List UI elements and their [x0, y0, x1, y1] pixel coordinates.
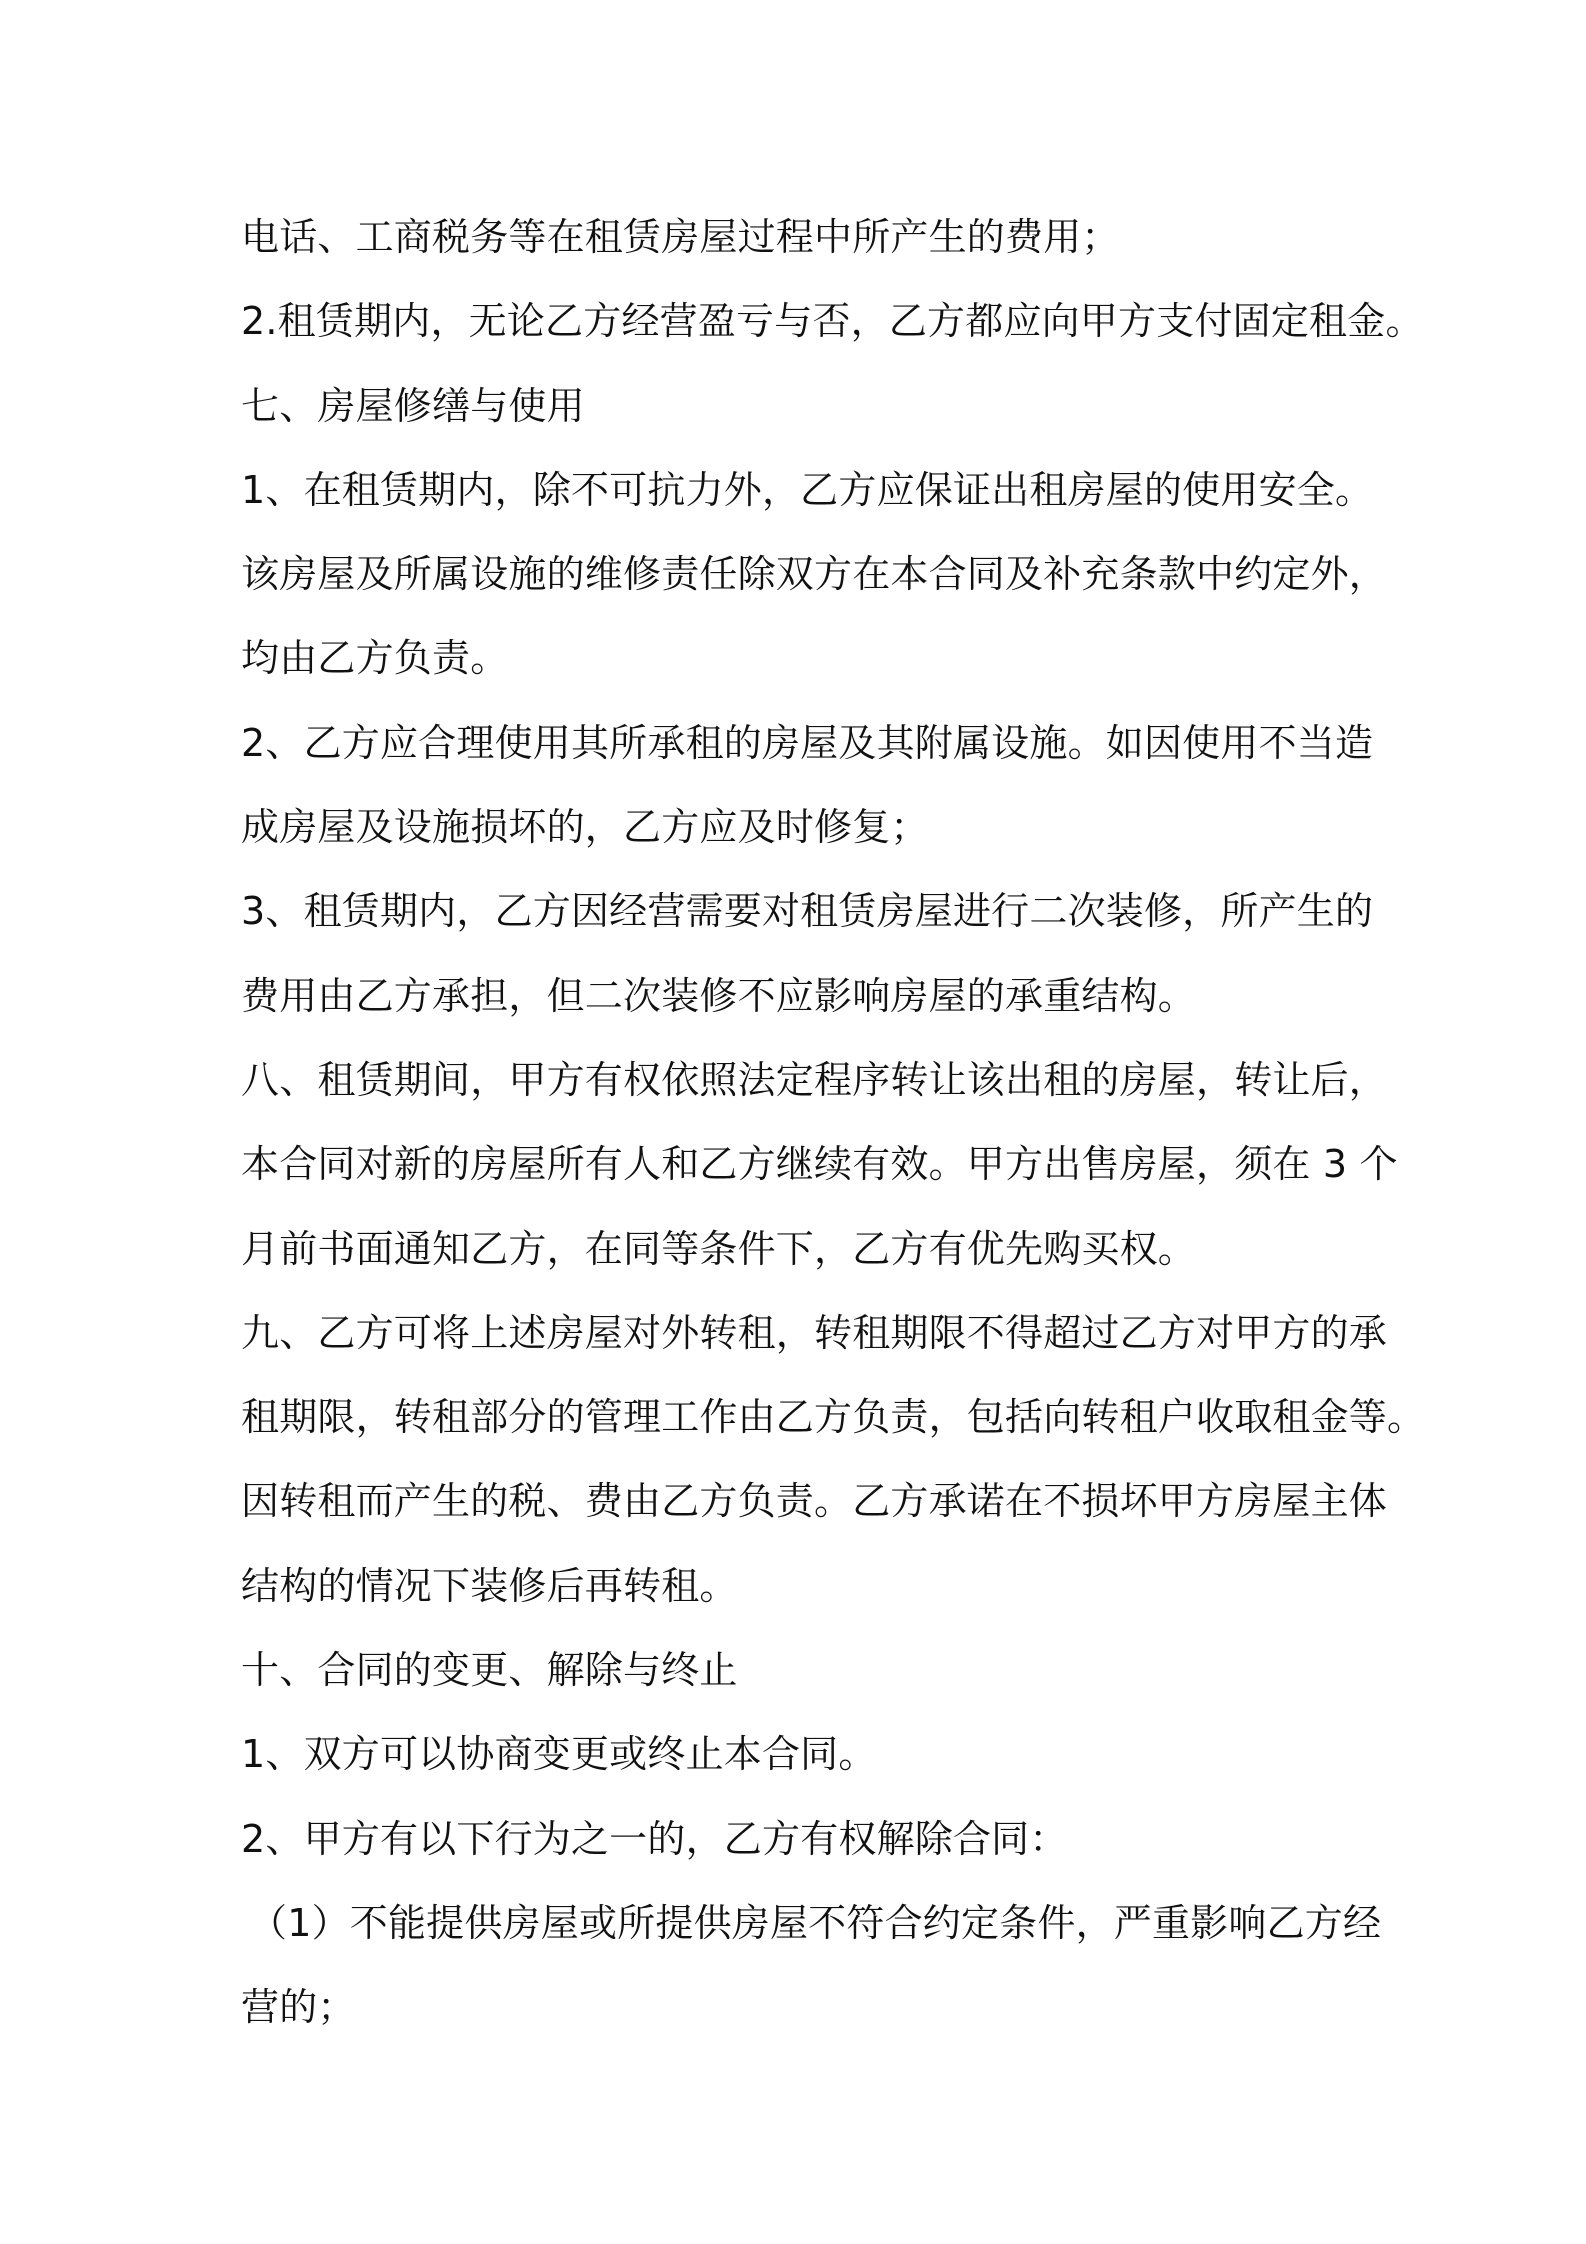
text-line: （1）不能提供房屋或所提供房屋不符合约定条件，严重影响乙方经 — [249, 1900, 1382, 1945]
text-line: 2、甲方有以下行为之一的，乙方有权解除合同： — [241, 1816, 1068, 1861]
section-heading: 十、合同的变更、解除与终止 — [241, 1648, 738, 1693]
text-line: 2、乙方应合理使用其所承租的房屋及其附属设施。如因使用不当造 — [241, 720, 1374, 765]
text-line: 结构的情况下装修后再转租。 — [241, 1563, 738, 1608]
text-line: 1、双方可以协商变更或终止本合同。 — [241, 1732, 877, 1777]
text-line: 租期限，转租部分的管理工作由乙方负责，包括向转租户收取租金等。 — [241, 1395, 1426, 1440]
section-heading: 九、乙方可将上述房屋对外转租，转租期限不得超过乙方对甲方的承 — [241, 1310, 1388, 1355]
text-line: 月前书面通知乙方，在同等条件下，乙方有优先购买权。 — [241, 1226, 1197, 1271]
text-line: 3、租赁期内，乙方因经营需要对租赁房屋进行二次装修，所产生的 — [241, 889, 1374, 934]
contract-text — [241, 195, 1426, 2050]
text-line: 均由乙方负责。 — [241, 636, 509, 681]
text-line: 电话、工商税务等在租赁房屋过程中所产生的费用； — [241, 215, 1120, 259]
section-heading: 七、房屋修缮与使用 — [241, 383, 585, 428]
text-line: 本合同对新的房屋所有人和乙方继续有效。甲方出售房屋，须在 3 个 — [241, 1142, 1398, 1187]
section-heading: 八、租赁期间，甲方有权依照法定程序转让该出租的房屋，转让后， — [241, 1057, 1388, 1102]
text-line: 营的； — [241, 1985, 356, 2030]
text-line: 费用由乙方承担，但二次装修不应影响房屋的承重结构。 — [241, 973, 1197, 1018]
text-line: 成房屋及设施损坏的，乙方应及时修复； — [241, 805, 929, 850]
text-line: 2.租赁期内，无论乙方经营盈亏与否，乙方都应向甲方支付固定租金。 — [241, 299, 1424, 344]
text-line: 因转租而产生的税、费由乙方负责。乙方承诺在不损坏甲方房屋主体 — [241, 1479, 1388, 1524]
text-line: 1、在租赁期内，除不可抗力外，乙方应保证出租房屋的使用安全。 — [241, 467, 1374, 512]
text-line: 该房屋及所属设施的维修责任除双方在本合同及补充条款中约定外， — [241, 552, 1388, 597]
